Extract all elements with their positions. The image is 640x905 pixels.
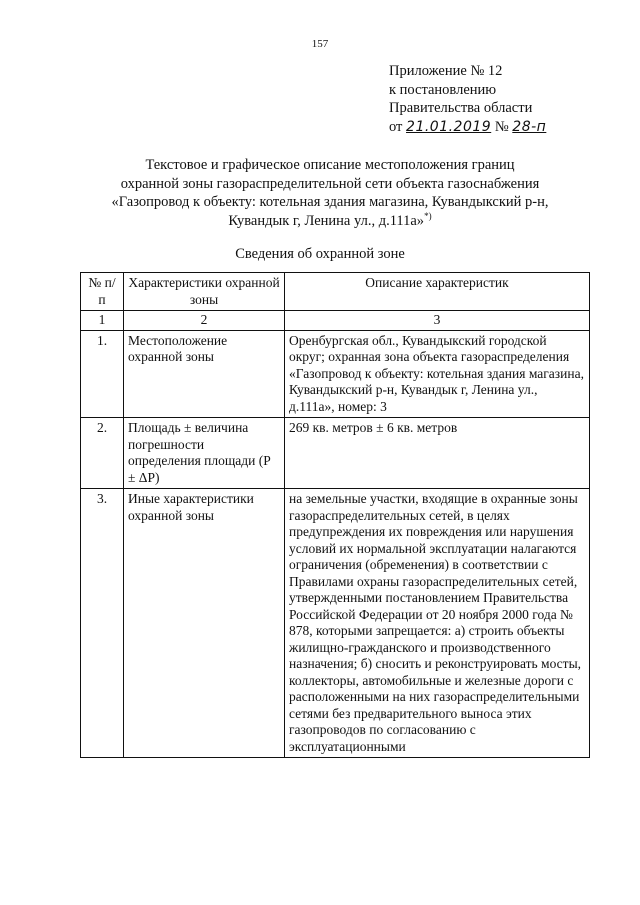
table-row [81,489,590,758]
row-number: 1. [81,330,124,418]
row-characteristic: Площадь ± величина погрешности определения площади (P ± ΔP) [124,418,285,489]
header-row [81,273,590,311]
header-cell-description: Описание характеристик [285,273,590,311]
footnote-mark: *) [424,210,432,221]
row-characteristic: Иные характеристики охранной зоны [124,489,285,758]
zone-info-table [80,272,590,758]
appendix-line: Приложение № 12 [389,63,503,79]
index-cell: 2 [124,311,285,331]
row-number: 2. [81,418,124,489]
index-cell: 1 [81,311,124,331]
header-cell-number: № п/п [81,273,124,311]
section-subtitle: Сведения об охранной зоне [235,246,405,262]
title-line: Текстовое и графическое описание местоположения границ [145,157,515,173]
row-description: Оренбургская обл., Кувандыкский городской округ; охранная зона объекта газораспределения «Газопровод к объекту: котельная здания магазина, Кувандыкский р-н, Кувандык г, Ленина ул., д.111а», номер: 3 [285,330,590,418]
header-cell-characteristic: Характеристики охранной зоны [124,273,285,311]
appendix-line: Правительства области [389,100,533,116]
index-cell: 3 [285,311,590,331]
handwritten-date: 21.01.2019 [406,118,492,135]
number-prefix: № [494,118,509,135]
title-line: Кувандык г, Ленина ул., д.111а» [228,212,425,229]
appendix-line: к постановлению [389,81,497,98]
row-number: 3. [81,489,124,758]
title-line: «Газопровод к объекту: котельная здания магазина, Кувандыкский р-н, [111,194,549,210]
row-description: на земельные участки, входящие в охранные зоны газораспределительных сетей, в целях предупреждения их повреждения или нарушения условий их нормальной эксплуатации налагаются ограничения (обременения) в соответствии с Правилами охраны газораспределительных сетей, утвержденными постановлением Правительства Российской Федерации от 20 ноября 2000 года № 878, которыми запрещается: а) строить объекты жилищно-гражданского и производственного назначения; б) сносить и реконструировать мосты, коллекторы, автомобильные и железные дороги с расположенными на них газораспределительными сетями без предварительного выноса этих газопроводов по согласованию с эксплуатационными [285,489,590,758]
row-description: 269 кв. метров ± 6 кв. метров [285,418,590,489]
table-row [81,330,590,418]
handwritten-number: 28-п [512,118,547,135]
table-row [81,418,590,489]
title-line: охранной зоны газораспределительной сети объекта газоснабжения [120,175,540,192]
date-prefix: от [389,118,403,135]
page-number: 157 [311,38,329,50]
row-characteristic: Местоположение охранной зоны [124,330,285,418]
index-row [81,311,590,331]
